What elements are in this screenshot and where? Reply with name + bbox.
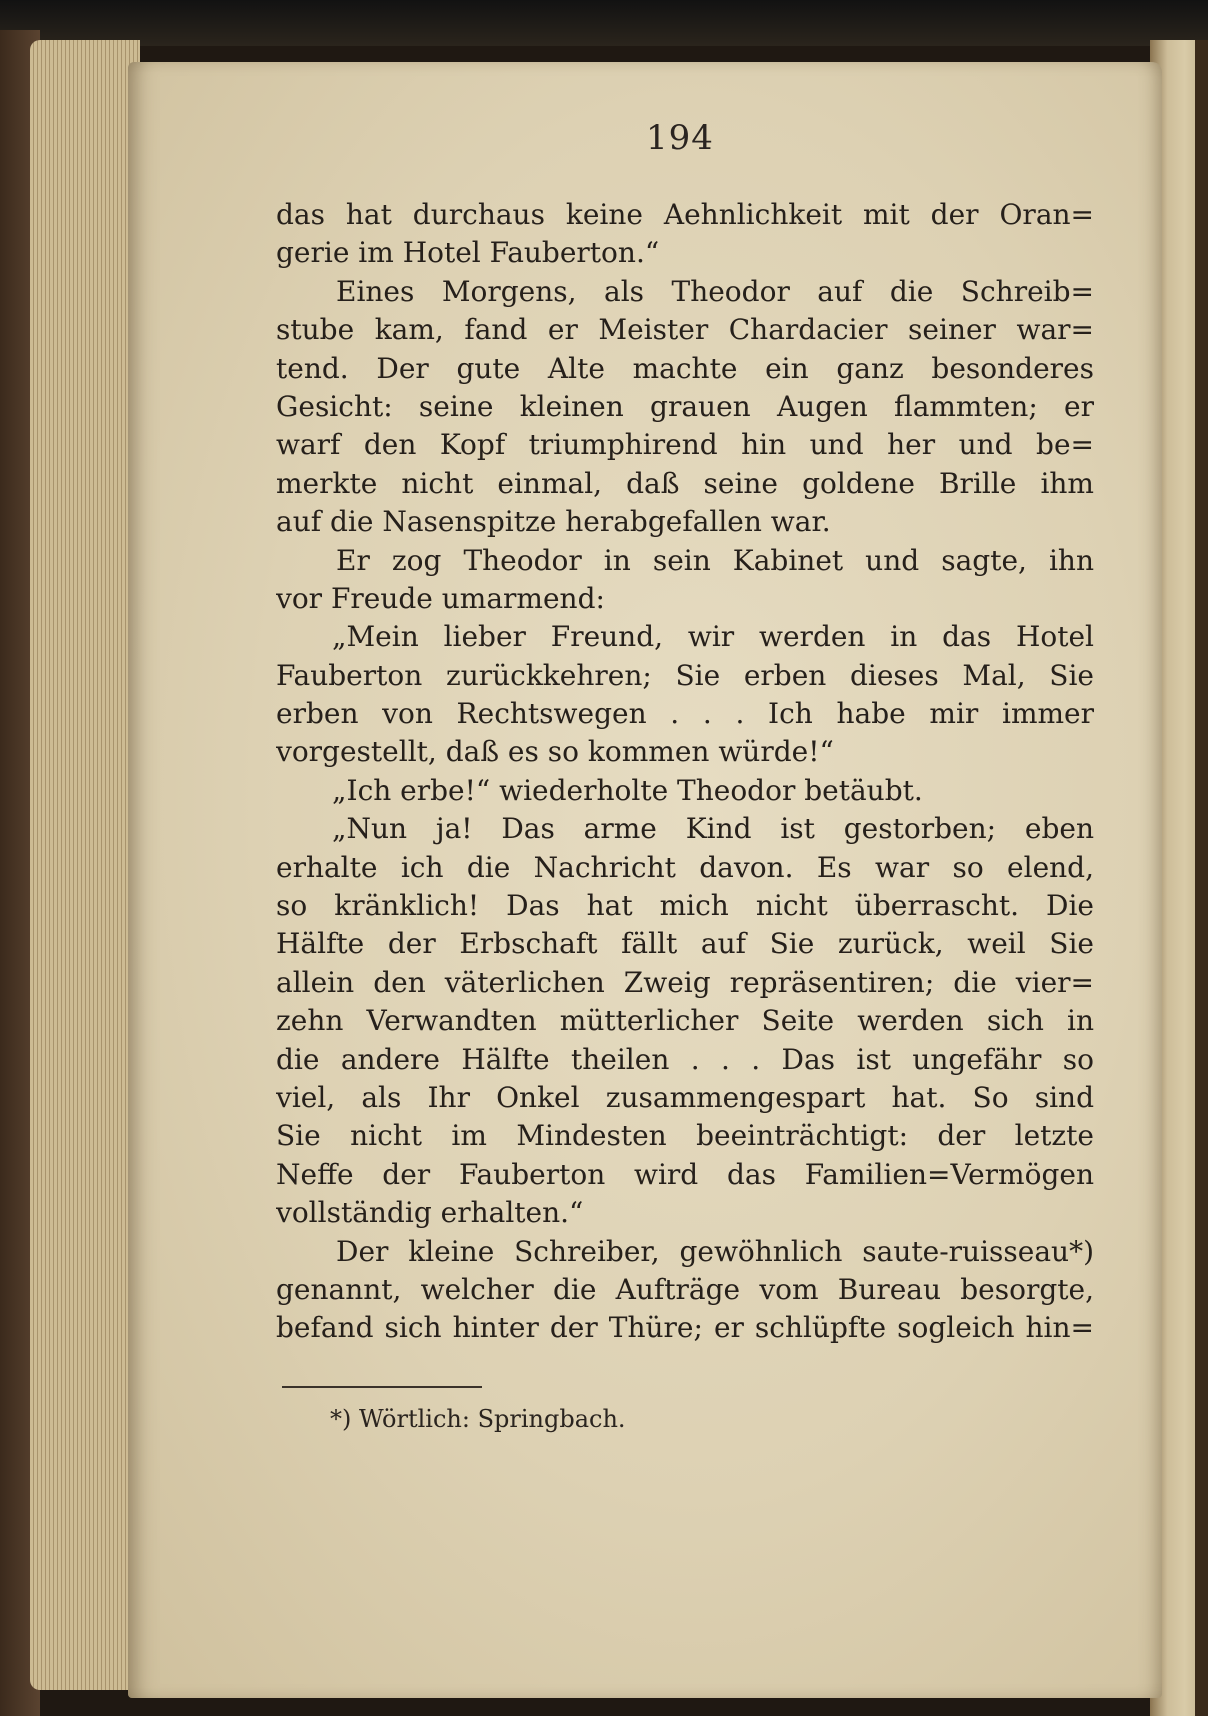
text-line: vollständig erhalten.“ — [276, 1196, 584, 1230]
text-line: befand sich hinter der Thüre; er schlüpfte sogleich hin= — [276, 1311, 1094, 1345]
text-line: auf die Nasenspitze herabgefallen war. — [276, 505, 831, 539]
footnote: *) Wörtlich: Springbach. — [330, 1405, 626, 1433]
text-line: vorgestellt, daß es so kommen würde!“ — [276, 735, 834, 769]
text-line: stube kam, fand er Meister Chardacier seiner war= — [276, 313, 1094, 347]
page-edges — [30, 40, 140, 1690]
page-number: 194 — [646, 118, 714, 158]
text-line: „Mein lieber Freund, wir werden in das Hotel — [332, 620, 1094, 654]
text-line: Fauberton zurückkehren; Sie erben dieses Mal, Sie — [276, 658, 1094, 692]
text-line: erben von Rechtswegen . . . Ich habe mir immer — [276, 697, 1094, 731]
text-line: tend. Der gute Alte machte ein ganz besonderes — [276, 351, 1094, 385]
text-line: warf den Kopf triumphirend hin und her und be= — [276, 428, 1094, 462]
book-cover-edge — [1195, 40, 1208, 1716]
text-line: genannt, welcher die Aufträge vom Bureau besorgte, — [276, 1272, 1094, 1306]
text-line: Gesicht: seine kleinen grauen Augen flammten; er — [276, 389, 1094, 423]
text-line: vor Freude umarmend: — [276, 581, 605, 615]
footnote-divider — [282, 1386, 482, 1388]
text-line: Sie nicht im Mindesten beeinträchtigt: der letzte — [276, 1119, 1094, 1153]
text-line: allein den väterlichen Zweig repräsentiren; die vier= — [276, 965, 1094, 999]
text-line: Neffe der Fauberton wird das Familien=Vermögen — [276, 1157, 1094, 1191]
text-line: die andere Hälfte theilen . . . Das ist ungefähr so — [276, 1042, 1094, 1076]
body-text — [276, 196, 1094, 1348]
text-line: das hat durchaus keine Aehnlichkeit mit der Oran= — [276, 198, 1094, 231]
text-line: erhalte ich die Nachricht davon. Es war so elend, — [276, 850, 1094, 884]
text-line: zehn Verwandten mütterlicher Seite werden sich in — [276, 1004, 1094, 1038]
scan-top-edge — [0, 0, 1208, 46]
text-line: Der kleine Schreiber, gewöhnlich saute-ruisseau*) — [336, 1234, 1094, 1268]
text-line: merkte nicht einmal, daß seine goldene Brille ihm — [276, 466, 1094, 500]
text-line: Hälfte der Erbschaft fällt auf Sie zurück, weil Sie — [276, 927, 1094, 961]
text-line: Eines Morgens, als Theodor auf die Schreib= — [336, 274, 1094, 308]
text-line: Er zog Theodor in sein Kabinet und sagte, ihn — [336, 543, 1094, 577]
text-line: so kränklich! Das hat mich nicht überrascht. Die — [276, 889, 1094, 923]
text-line: „Nun ja! Das arme Kind ist gestorben; eben — [332, 812, 1094, 846]
text-line: viel, als Ihr Onkel zusammengespart hat. So sind — [276, 1080, 1094, 1114]
text-line: „Ich erbe!“ wiederholte Theodor betäubt. — [332, 773, 923, 807]
text-line: gerie im Hotel Fauberton.“ — [276, 236, 660, 270]
